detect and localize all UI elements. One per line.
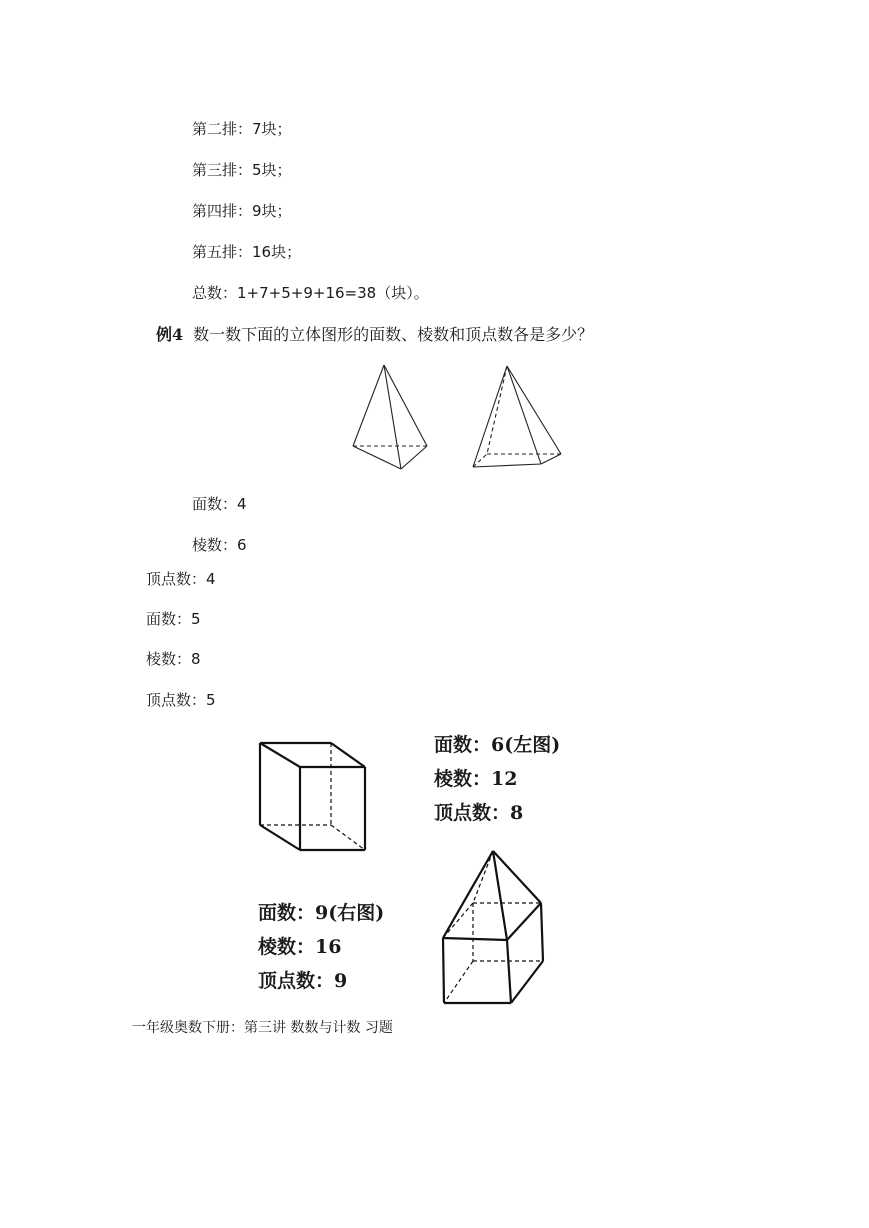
cube-vertices-value: 8 — [510, 802, 524, 824]
answer-faces-2 — [146, 609, 201, 629]
row-label: 第四排： — [192, 202, 253, 220]
house-faces-label: 面数： — [258, 902, 316, 924]
house-edges-value: 16 — [315, 936, 342, 958]
cube-figure — [257, 740, 369, 853]
answer-value: 8 — [191, 650, 201, 668]
total-value: 1+7+5+9+16=38（块）。 — [237, 284, 429, 302]
row-3 — [192, 160, 292, 180]
total-label: 总数： — [192, 284, 238, 302]
answer-vertices-2 — [146, 690, 216, 710]
row-value: 5块； — [252, 161, 292, 179]
cube-edges-label: 棱数： — [434, 768, 492, 790]
row-label: 第三排： — [192, 161, 253, 179]
total-line — [192, 283, 429, 303]
cube-faces — [434, 733, 560, 757]
tetrahedron-figure — [350, 362, 430, 472]
cube-faces-label: 面数： — [434, 734, 492, 756]
example-tag: 例4 — [156, 325, 184, 344]
answer-label: 顶点数： — [146, 691, 207, 709]
row-value: 9块； — [252, 202, 292, 220]
cube-vertices — [434, 801, 523, 825]
answer-value: 5 — [206, 691, 216, 709]
answer-edges-1 — [192, 535, 247, 555]
row-value: 16块； — [252, 243, 302, 261]
answer-vertices-1 — [146, 569, 216, 589]
row-label: 第五排： — [192, 243, 253, 261]
answer-faces-1 — [192, 494, 247, 514]
cube-vertices-label: 顶点数： — [434, 802, 511, 824]
house-vertices-value: 9 — [334, 970, 348, 992]
row-2 — [192, 119, 292, 139]
house-faces-value: 9(右图) — [315, 902, 385, 924]
answer-label: 面数： — [146, 610, 192, 628]
house-edges-label: 棱数： — [258, 936, 316, 958]
answer-value: 5 — [191, 610, 201, 628]
cube-faces-value: 6(左图) — [491, 734, 561, 756]
row-label: 第二排： — [192, 120, 253, 138]
row-5 — [192, 242, 301, 262]
example-heading — [156, 322, 593, 345]
answer-edges-2 — [146, 649, 201, 669]
cube-edges-value: 12 — [491, 768, 518, 790]
page-footer: 一年级奥数下册：第三讲 数数与计数 习题 — [132, 1020, 393, 1036]
house-vertices — [258, 969, 347, 993]
answer-label: 顶点数： — [146, 570, 207, 588]
row-4 — [192, 201, 292, 221]
answer-value: 6 — [237, 536, 247, 554]
answer-label: 棱数： — [146, 650, 192, 668]
house-vertices-label: 顶点数： — [258, 970, 335, 992]
row-value: 7块； — [252, 120, 292, 138]
answer-value: 4 — [237, 495, 247, 513]
answer-value: 4 — [206, 570, 216, 588]
house-edges — [258, 935, 341, 959]
example-question: 数一数下面的立体图形的面数、棱数和顶点数各是多少？ — [193, 325, 594, 344]
cube-edges — [434, 767, 517, 791]
house-faces — [258, 901, 384, 925]
answer-label: 棱数： — [192, 536, 238, 554]
house-figure — [437, 848, 547, 1006]
answer-label: 面数： — [192, 495, 238, 513]
square-pyramid-figure — [470, 364, 565, 470]
